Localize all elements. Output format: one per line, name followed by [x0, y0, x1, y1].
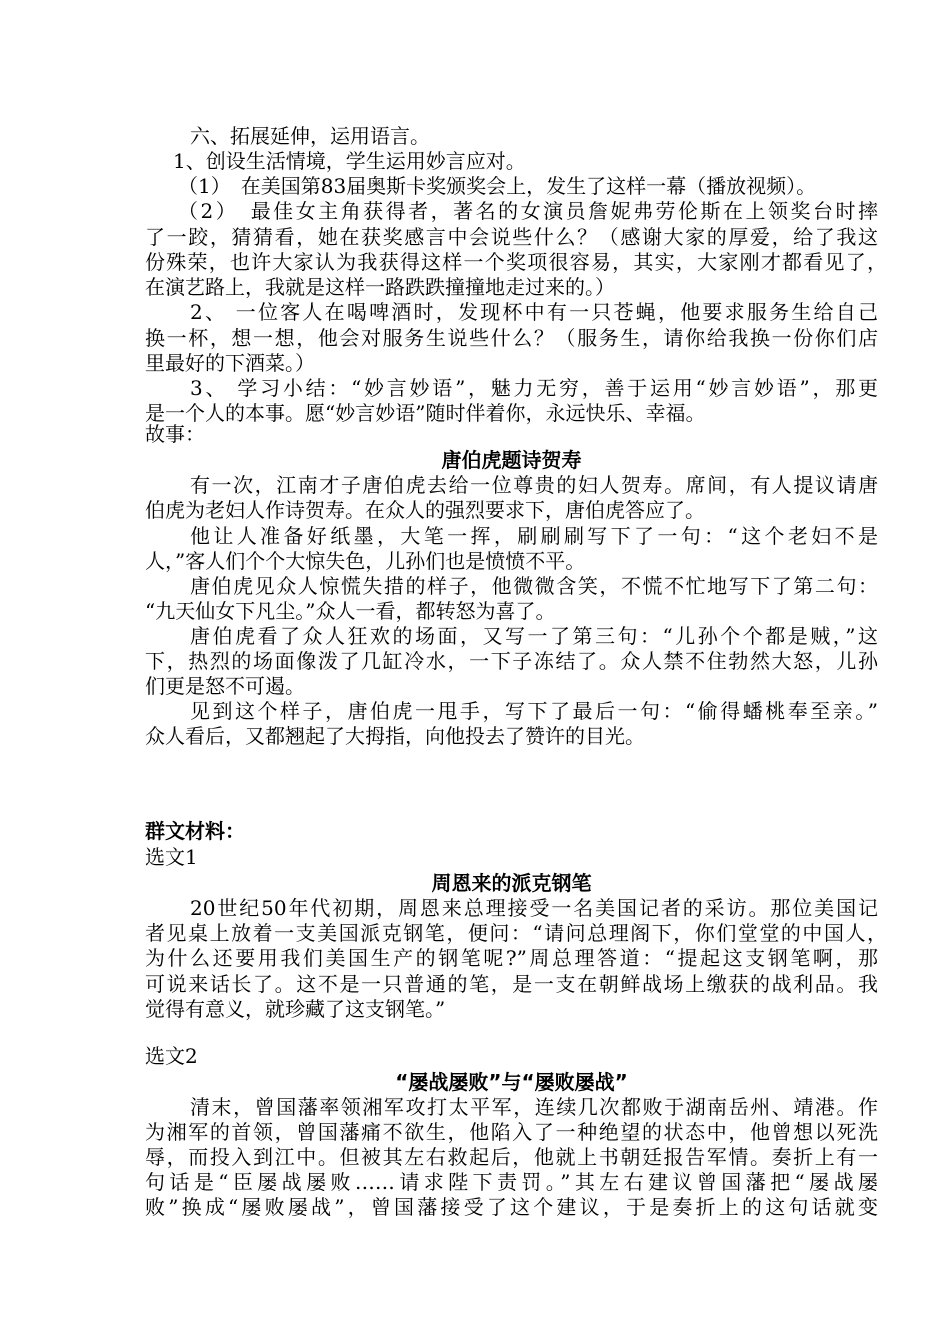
paragraph-line: 换一杯，想一想，他会对服务生说些什么？（服务生，请你给我换一份你们店	[145, 326, 878, 350]
paragraph-line: 为湘军的首领，曾国藩痛不欲生，他陷入了一种绝望的状态中，他曾想以死洗	[145, 1120, 878, 1144]
selection-title: “屡战屡败”与“屡败屡战”	[395, 1070, 628, 1094]
paragraph-line: 有一次，江南才子唐伯虎去给一位尊贵的妇人贺寿。席间，有人提议请唐	[190, 473, 878, 497]
paragraph-line: 辱，而投入到江中。但被其左右救起后，他就上书朝廷报告军情。奏折上有一	[145, 1145, 878, 1169]
paragraph-line: 句话是“臣屡战屡败……请求陛下责罚。”其左右建议曾国藩把“屡战屡	[145, 1170, 878, 1194]
paragraph-line: 们更是怒不可遏。	[145, 674, 305, 698]
selection-title: 周恩来的派克钢笔	[431, 871, 592, 895]
paragraph-line: 唐伯虎见众人惊慌失措的样子，他微微含笑，不慌不忙地写下了第二句：	[190, 574, 878, 598]
paragraph-line: （2） 最佳女主角获得者，著名的女演员詹妮弗劳伦斯在上领奖台时摔	[178, 199, 878, 223]
paragraph-line: 在演艺路上，我就是这样一路跌跌撞撞地走过来的。）	[145, 275, 615, 299]
paragraph-line: 人，”客人们个个大惊失色，儿孙们也是愤愤不平。	[145, 549, 586, 573]
paragraph-line: 唐伯虎看了众人狂欢的场面，又写一了第三句：“儿孙个个都是贼，”这	[190, 624, 878, 648]
paragraph-line: 份殊荣，也许大家认为我获得这样一个奖项很容易，其实，大家刚才都看见了，	[145, 250, 887, 274]
materials-heading: 群文材料：	[145, 819, 245, 843]
story-label: 故事：	[145, 422, 205, 446]
paragraph-line: 败”换成“屡败屡战”，曾国藩接受了这个建议，于是奏折上的这句话就变	[145, 1195, 878, 1219]
paragraph-line: 他让人准备好纸墨，大笔一挥，刷刷刷写下了一句：“这个老妇不是	[190, 524, 878, 548]
list-item: 1、创设生活情境，学生运用妙言应对。	[173, 149, 526, 173]
selection-label: 选文2	[145, 1044, 198, 1068]
paragraph-line: 众人看后，又都翘起了大拇指，向他投去了赞许的目光。	[145, 724, 645, 748]
paragraph-line: “九天仙女下凡尘。”众人一看，都转怒为喜了。	[145, 599, 556, 623]
paragraph-line: 是一个人的本事。愿“妙言妙语”随时伴着你，永远快乐、幸福。	[145, 401, 706, 425]
paragraph-line: 20世纪50年代初期，周恩来总理接受一名美国记者的采访。那位美国记	[190, 896, 878, 920]
list-item: （1） 在美国第83届奥斯卡奖颁奖会上，发生了这样一幕（播放视频）。	[178, 174, 817, 198]
paragraph-line: 见到这个样子，唐伯虎一甩手，写下了最后一句：“偷得蟠桃奉至亲。”	[190, 699, 878, 723]
paragraph-line: 可说来话长了。这不是一只普通的笔，是一支在朝鲜战场上缴获的战利品。我	[145, 972, 878, 996]
paragraph-line: 觉得有意义，就珍藏了这支钢笔。”	[145, 997, 446, 1021]
selection-label: 选文1	[145, 845, 198, 869]
paragraph-line: 2、 一位客人在喝啤酒时，发现杯中有一只苍蝇，他要求服务生给自己	[190, 300, 878, 324]
section-heading: 六、拓展延伸，运用语言。	[190, 124, 430, 148]
story-title: 唐伯虎题诗贺寿	[441, 448, 582, 472]
paragraph-line: 里最好的下酒菜。）	[145, 351, 315, 375]
paragraph-line: 者见桌上放着一支美国派克钢笔，便问：“请问总理阁下，你们堂堂的中国人，	[145, 921, 887, 945]
paragraph-line: 伯虎为老妇人作诗贺寿。在众人的强烈要求下，唐伯虎答应了。	[145, 498, 705, 522]
paragraph-line: 下，热烈的场面像泼了几缸冷水，一下子冻结了。众人禁不住勃然大怒，儿孙	[145, 649, 878, 673]
paragraph-line: 了一跤，猜猜看，她在获奖感言中会说些什么？（感谢大家的厚爱，给了我这	[145, 225, 878, 249]
paragraph-line: 为什么还要用我们美国生产的钢笔呢?”周总理答道：“提起这支钢笔啊，那	[145, 946, 878, 970]
paragraph-line: 清末，曾国藩率领湘军攻打太平军，连续几次都败于湖南岳州、靖港。作	[190, 1095, 878, 1119]
paragraph-line: 3、 学习小结：“妙言妙语”，魅力无穷，善于运用“妙言妙语”，那更	[190, 376, 878, 400]
